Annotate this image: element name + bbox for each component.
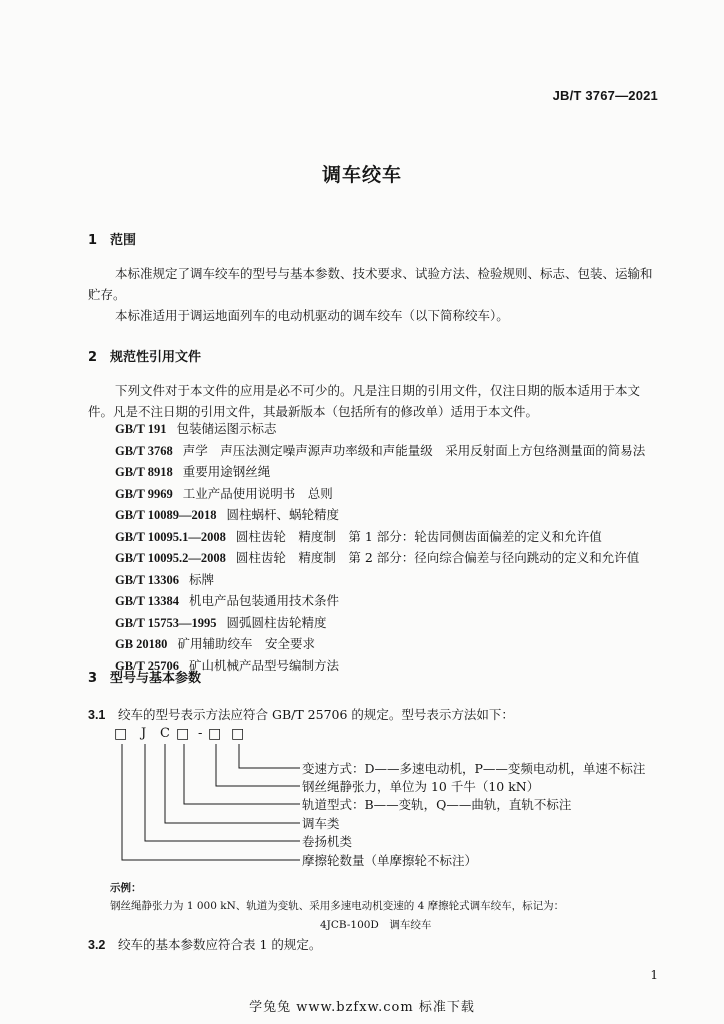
- reference-code: GB/T 13306: [115, 572, 180, 587]
- reference-code: GB/T 3768: [115, 443, 173, 458]
- reference-item: [115, 613, 327, 631]
- model-code-diagram: [110, 720, 670, 880]
- clause-number: 3.2: [88, 938, 106, 952]
- reference-code: GB/T 8918: [115, 465, 173, 479]
- reference-code: GB/T 10095.2—2008: [115, 551, 226, 565]
- legend-track-type: 轨道型式：B——变轨，Q——曲轨，直轨不标注: [302, 797, 572, 812]
- reference-title: 包装储运图示标志: [176, 421, 277, 436]
- section-title: 规范性引用文件: [110, 350, 202, 365]
- reference-code: GB/T 191: [115, 422, 167, 436]
- code-letter-c: C: [160, 726, 170, 741]
- example-label: 示例：: [110, 882, 142, 894]
- reference-item: [115, 591, 339, 609]
- example-mark: 4JCB-100D 调车绞车: [320, 919, 432, 931]
- clause-3-2: [88, 935, 321, 953]
- reference-item: [115, 462, 270, 480]
- reference-title: 声学 声压法测定噪声源声功率级和声能量级 采用反射面上方包络测量面的简易法: [182, 442, 646, 458]
- reference-item: [115, 634, 315, 652]
- reference-title: 圆弧圆柱齿轮精度: [226, 614, 327, 630]
- reference-code: GB/T 15753—1995: [115, 615, 217, 630]
- reference-code: GB/T 10095.1—2008: [115, 529, 226, 544]
- reference-code: GB/T 9969: [115, 486, 173, 501]
- scope-paragraph-1-line-1: 本标准规定了调车绞车的型号与基本参数、技术要求、试验方法、检验规则、标志、包装、运输和: [115, 266, 653, 281]
- reference-item: [115, 570, 214, 588]
- reference-item: [115, 484, 333, 502]
- reference-item: [115, 548, 639, 566]
- scope-paragraph-2: 本标准适用于调运地面列车的电动机驱动的调车绞车（以下简称绞车）。: [115, 308, 509, 323]
- clause-text: 绞车的型号表示方法应符合 GB/T 25706 的规定。型号表示方法如下：: [118, 707, 514, 722]
- code-dash: -: [198, 726, 203, 741]
- leader-lines: [122, 744, 300, 860]
- legend-rope-tension: 钢丝绳静张力，单位为 10 千牛（10 kN）: [302, 779, 540, 794]
- section-title: 型号与基本参数: [110, 671, 202, 686]
- legend-shunting-class: 调车类: [302, 816, 340, 831]
- section-number: 3: [88, 671, 98, 686]
- section-3-heading: [88, 667, 201, 686]
- reference-code: GB/T 13384: [115, 594, 180, 608]
- standard-number: JB/T 3767—2021: [552, 88, 658, 103]
- reference-title: 机电产品包装通用技术条件: [189, 593, 340, 608]
- reference-item: [115, 527, 602, 545]
- example-text: 钢丝绳静张力为 1 000 kN、轨道为变轨、采用多速电动机变速的 4 摩擦轮式调车绞车，标记为：: [110, 900, 565, 912]
- legend-speed-mode: 变速方式：D——多速电动机，P——变频电动机，单速不标注: [302, 761, 646, 776]
- reference-title: 标牌: [189, 571, 215, 587]
- reference-code: GB 20180: [115, 637, 168, 651]
- code-letter-j: J: [141, 726, 147, 741]
- reference-item: [115, 419, 277, 437]
- page-number: 1: [650, 968, 658, 982]
- legend-friction-wheel-count: 摩擦轮数量（单摩擦轮不标注）: [302, 853, 478, 868]
- reference-code: GB/T 10089—2018: [115, 508, 217, 522]
- code-box-tension: □: [208, 726, 222, 742]
- references-intro-line-1: 下列文件对于本文件的应用是必不可少的。凡是注日期的引用文件，仅注日期的版本适用于本文: [115, 383, 641, 398]
- code-box-track-type: □: [176, 726, 190, 742]
- clause-number: 3.1: [88, 708, 106, 722]
- legend-hoist-class: 卷扬机类: [302, 834, 353, 849]
- reference-title: 圆柱齿轮 精度制 第 2 部分：径向综合偏差与径向跳动的定义和允许值: [235, 550, 640, 565]
- reference-title: 重要用途钢丝绳: [182, 464, 271, 479]
- reference-title: 矿用辅助绞车 安全要求: [177, 636, 315, 651]
- clause-text: 绞车的基本参数应符合表 1 的规定。: [118, 937, 322, 952]
- reference-title: 圆柱蜗杆、蜗轮精度: [226, 507, 340, 522]
- reference-code: GB/T 25706: [115, 658, 180, 673]
- reference-item: [115, 441, 645, 459]
- document-title: 调车绞车: [321, 164, 402, 186]
- reference-item: [115, 505, 339, 523]
- code-box-speed-mode: □: [231, 726, 245, 742]
- section-title: 范围: [110, 233, 137, 248]
- scope-paragraph-1-line-2: 贮存。: [88, 287, 126, 302]
- reference-title: 矿山机械产品型号编制方法: [189, 657, 340, 673]
- reference-title: 圆柱齿轮 精度制 第 1 部分：轮齿同侧齿面偏差的定义和允许值: [235, 528, 602, 544]
- section-number: 2: [88, 350, 98, 365]
- references-intro-line-2: 件。凡是不注日期的引用文件，其最新版本（包括所有的修改单）适用于本文件。: [88, 404, 539, 419]
- code-box-friction-wheels: □: [114, 726, 128, 742]
- footer-watermark: 学兔兔 www.bzfxw.com 标准下载: [249, 1000, 475, 1015]
- section-2-heading: [88, 346, 201, 365]
- section-number: 1: [88, 233, 98, 248]
- section-1-heading: [88, 229, 136, 248]
- reference-title: 工业产品使用说明书 总则: [182, 485, 333, 501]
